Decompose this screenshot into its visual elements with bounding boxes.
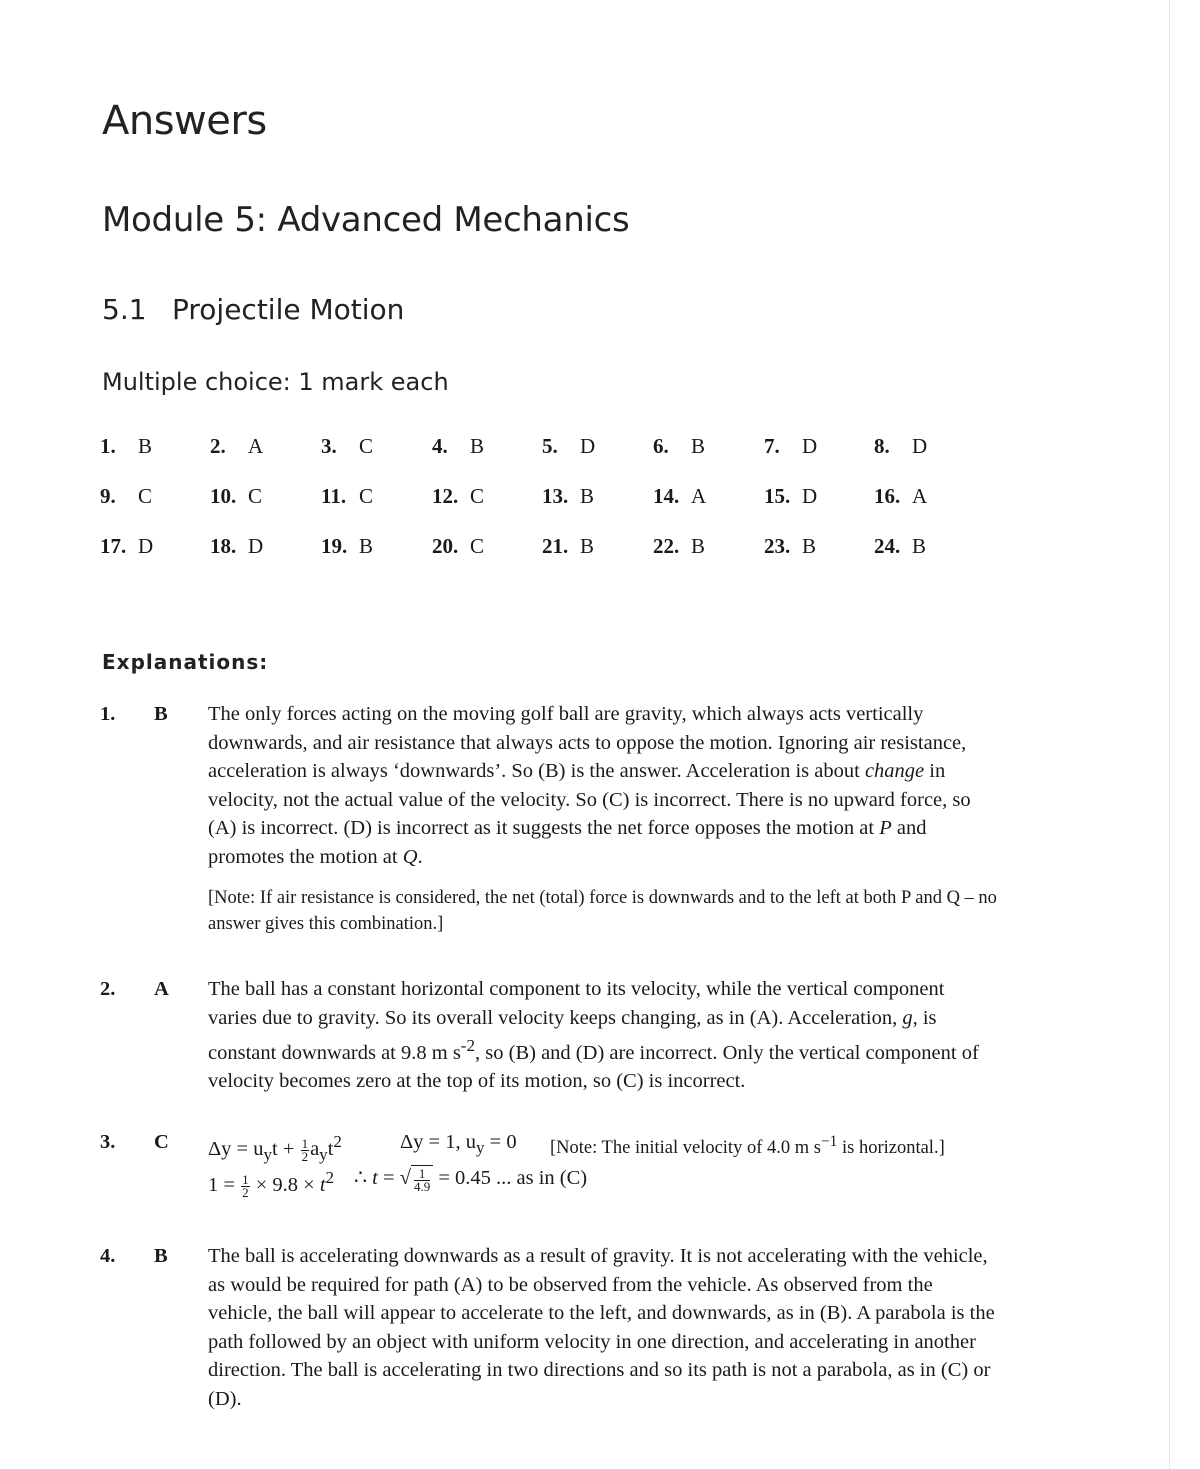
subscript: y	[319, 1144, 328, 1164]
fraction-denominator: 2	[242, 1184, 249, 1200]
eq-run: Δy = u	[208, 1137, 264, 1160]
superscript: -2	[460, 1036, 476, 1055]
answer-letter: B	[912, 534, 927, 558]
section-title: Projectile Motion	[172, 293, 405, 326]
answer-cell	[432, 434, 484, 459]
section-number: 5.1	[102, 293, 147, 326]
answer-cell	[764, 484, 817, 509]
eq-run: 1 =	[208, 1173, 241, 1196]
subscript: y	[263, 1144, 273, 1164]
answer-letter: B	[691, 534, 706, 558]
page-edge	[1169, 0, 1170, 1469]
question-number: 3.	[321, 434, 337, 458]
eq-run: [Note: The initial velocity of 4.0 m s	[550, 1138, 821, 1159]
text-run: , is constant downwards at 9.8 m s	[208, 1006, 937, 1064]
question-number: 21.	[542, 534, 569, 558]
text-emphasis: change	[864, 760, 925, 782]
answer-cell	[874, 434, 927, 459]
explanation-body	[208, 1242, 998, 1413]
question-number: 18.	[210, 534, 237, 558]
question-number: 23.	[764, 534, 791, 558]
fraction-numerator: 1	[414, 1168, 430, 1181]
answer-cell	[542, 484, 594, 509]
question-number: 4.	[432, 434, 448, 458]
subscript: y	[476, 1138, 485, 1158]
multiple-choice-heading: Multiple choice: 1 mark each	[102, 368, 449, 396]
fraction	[414, 1168, 430, 1193]
answer-letter: D	[248, 534, 264, 558]
superscript: −1	[820, 1133, 838, 1150]
answer-letter: D	[802, 484, 818, 508]
explanation-number: 4.	[100, 1245, 116, 1267]
eq-run: = 0.45	[433, 1167, 491, 1189]
equation-line-2	[208, 1164, 998, 1200]
eq-run: = 0	[484, 1131, 517, 1153]
text-run: The only forces acting on the moving golf ball are gravity, which always acts vertically downwards, and air resistance that always acts to oppose the motion. Ignoring air resistance, acceleration is always ‘downwards’. So (B) is the answer. Acceleration is about	[208, 703, 967, 782]
text-run: in velocity, not the actual value of the velocity. So (C) is incorrect. There is no upward force, so (A) is incorrect. (D) is incorrect as it suggests the net force opposes the motion at	[208, 760, 971, 839]
text-emphasis: g	[902, 1006, 913, 1029]
explanation-text	[208, 700, 998, 871]
answer-cell	[100, 434, 152, 459]
eq-run: is horizontal.]	[837, 1138, 945, 1159]
question-number: 8.	[874, 434, 890, 458]
question-number: 16.	[874, 484, 901, 508]
superscript: 2	[333, 1132, 342, 1151]
eq-run: t	[327, 1137, 334, 1160]
answer-letter: C	[470, 534, 485, 558]
question-number: 11.	[321, 484, 347, 508]
text-emphasis: Q	[402, 845, 418, 868]
answer-letter: B	[580, 484, 595, 508]
question-number: 14.	[653, 484, 680, 508]
eq-run: × 9.8 ×	[250, 1173, 320, 1196]
answer-row	[100, 434, 1000, 484]
explanation-answer: A	[154, 978, 169, 1000]
answer-cell	[542, 434, 595, 459]
answer-cell	[653, 484, 706, 509]
equation-line-1	[208, 1128, 998, 1164]
answer-cell	[100, 534, 153, 559]
answer-letter: A	[248, 434, 264, 458]
substituted-equation	[208, 1164, 334, 1199]
answer-letter: B	[802, 534, 817, 558]
explanation-answer: B	[154, 1245, 168, 1267]
answer-letter: D	[912, 434, 928, 458]
fraction-denominator: 4.9	[413, 1179, 431, 1195]
variable: t	[319, 1173, 326, 1196]
explanations-heading: Explanations:	[102, 650, 269, 674]
answer-cell	[764, 534, 816, 559]
question-number: 19.	[321, 534, 348, 558]
question-number: 5.	[542, 434, 558, 458]
answer-cell	[542, 534, 594, 559]
answer-cell	[874, 534, 926, 559]
answer-letter: B	[138, 434, 153, 458]
eq-run: ... as in (C)	[490, 1167, 588, 1189]
answer-letter: B	[691, 434, 706, 458]
question-number: 6.	[653, 434, 669, 458]
answer-cell	[210, 534, 263, 559]
question-number: 2.	[210, 434, 226, 458]
question-number: 17.	[100, 534, 127, 558]
answer-letter: C	[248, 484, 263, 508]
answer-letter: C	[359, 434, 374, 458]
explanation-answer: C	[154, 1131, 169, 1153]
answer-cell	[653, 534, 705, 559]
square-root	[411, 1165, 433, 1195]
text-run: The ball has a constant horizontal component to its velocity, while the vertical component varies due to gravity. So its overall velocity keeps changing, as in (A). Acceleration,	[208, 978, 945, 1029]
answer-grid	[100, 434, 1000, 584]
answer-letter: C	[470, 484, 485, 508]
text-run: and promotes the motion at	[208, 817, 927, 868]
answer-letter: A	[691, 484, 707, 508]
answer-row	[100, 534, 1000, 584]
page-title: Answers	[102, 98, 267, 144]
eq-run: t +	[272, 1137, 300, 1160]
eq-run: =	[377, 1167, 400, 1189]
answer-letter: B	[359, 534, 374, 558]
eq-run: Δy = 1, u	[400, 1131, 476, 1153]
text-run: .	[417, 845, 423, 868]
explanation-answer: B	[154, 703, 168, 725]
answer-cell	[210, 484, 262, 509]
explanation-number: 2.	[100, 978, 116, 1000]
question-number: 24.	[874, 534, 901, 558]
question-number: 10.	[210, 484, 237, 508]
answer-cell	[432, 484, 484, 509]
question-number: 20.	[432, 534, 459, 558]
explanation-text	[208, 975, 998, 1096]
eq-run: ∴	[354, 1167, 373, 1189]
answer-cell	[874, 484, 927, 509]
answer-cell	[321, 434, 373, 459]
superscript: 2	[325, 1168, 335, 1187]
answer-letter: A	[912, 484, 928, 508]
answer-cell	[321, 534, 373, 559]
question-number: 13.	[542, 484, 569, 508]
answer-letter: D	[138, 534, 154, 558]
given-values	[400, 1128, 517, 1163]
answer-letter: D	[580, 434, 596, 458]
explanation-number: 3.	[100, 1131, 116, 1153]
question-number: 7.	[764, 434, 780, 458]
question-number: 12.	[432, 484, 459, 508]
answer-letter: D	[802, 434, 818, 458]
question-number: 1.	[100, 434, 116, 458]
answer-letter: C	[359, 484, 374, 508]
explanation-body	[208, 975, 998, 1096]
equation-note	[550, 1128, 945, 1163]
text-run: , so (B) and (D) are incorrect. Only the vertical component of velocity becomes zero at the top of its motion, so (C) is incorrect.	[208, 1041, 979, 1093]
answer-cell	[764, 434, 817, 459]
answer-cell	[321, 484, 373, 509]
question-number: 22.	[653, 534, 680, 558]
explanation-body	[208, 700, 998, 937]
fraction-denominator: 2	[301, 1148, 309, 1164]
explanation-number: 1.	[100, 703, 116, 725]
answer-cell	[100, 484, 152, 509]
answer-letter: C	[138, 484, 153, 508]
question-number: 15.	[764, 484, 791, 508]
section-heading	[102, 293, 404, 326]
answer-letter: B	[470, 434, 485, 458]
fraction	[241, 1171, 250, 1200]
answer-cell	[210, 434, 263, 459]
solution: ∴ t = √ $\frac{1}{4.9}$ = 0.45 ... as in (C)	[354, 1166, 588, 1195]
module-heading: Module 5: Advanced Mechanics	[102, 200, 630, 240]
fraction-numerator: 1	[242, 1171, 249, 1187]
eq-run: a	[310, 1137, 320, 1160]
explanation-note: [Note: If air resistance is considered, the net (total) force is downwards and to the left at both P and Q – no answer gives this combination.]	[208, 888, 997, 934]
answer-cell	[653, 434, 705, 459]
question-number: 9.	[100, 484, 116, 508]
text-emphasis: P	[879, 817, 892, 839]
explanation-equations	[208, 1128, 998, 1200]
answer-letter: B	[580, 534, 595, 558]
fraction	[301, 1135, 310, 1164]
explanation-text: The ball is accelerating downwards as a result of gravity. It is not accelerating with the vehicle, as would be required for path (A) to be observed from the vehicle. As observed from the vehicle, the ball will appear to accelerate to the left, and downwards, as in (B). A parabola is the path followed by an object with uniform velocity in one direction, and accelerating in another direction. The ball is accelerating in two directions and so its path is not a parabola, as in (C) or (D).	[208, 1245, 995, 1410]
answer-cell	[432, 534, 484, 559]
answer-row	[100, 484, 1000, 534]
fraction-numerator: 1	[301, 1135, 309, 1151]
variable: t	[372, 1167, 378, 1189]
